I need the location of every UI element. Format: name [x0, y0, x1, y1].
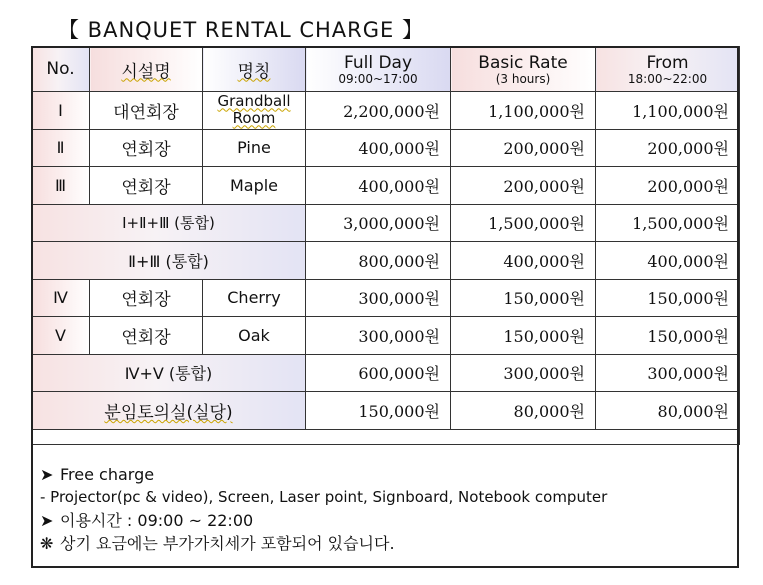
row-basic-rate: 300,000원: [451, 354, 596, 392]
row-combined-label: Ⅱ+Ⅲ (통합): [32, 242, 306, 280]
row-name: Grandball Room: [203, 92, 306, 130]
note-hours: [40, 509, 607, 532]
row-name: Maple: [203, 167, 306, 205]
row-from: 1,100,000원: [596, 92, 740, 130]
note-equipment: - Projector(pc & video), Screen, Laser point, Signboard, Notebook computer: [40, 488, 608, 506]
row-name: Pine: [203, 129, 306, 167]
row-facility: 대연회장: [90, 92, 203, 130]
row-no: Ⅰ: [32, 92, 90, 130]
row-basic-rate: 200,000원: [451, 129, 596, 167]
row-facility: 연회장: [90, 317, 203, 355]
note-free-charge: [40, 463, 607, 486]
row-full-day: 400,000원: [306, 129, 451, 167]
row-full-day: 300,000원: [306, 317, 451, 355]
row-from: 150,000원: [596, 279, 740, 317]
hours-text: 이용시간 : 09:00 ~ 22:00: [60, 511, 254, 530]
full-day-time: 09:00~17:00: [338, 72, 418, 86]
row-no: Ⅲ: [32, 167, 90, 205]
free-charge-text: Free charge: [60, 465, 155, 484]
row-full-day: 3,000,000원: [306, 204, 451, 242]
row-facility: 연회장: [90, 129, 203, 167]
row-full-day: 800,000원: [306, 242, 451, 280]
row-basic-rate: 200,000원: [451, 167, 596, 205]
row-basic-rate: 150,000원: [451, 317, 596, 355]
basic-rate-label: Basic Rate: [478, 53, 568, 73]
header-name: 명칭: [203, 47, 306, 92]
row-full-day: 2,200,000원: [306, 92, 451, 130]
row-combined-label: Ⅳ+Ⅴ (통합): [32, 354, 306, 392]
page-title: 【 BANQUET RENTAL CHARGE 】: [58, 18, 424, 42]
row-name: Oak: [203, 317, 306, 355]
row-basic-rate: 150,000원: [451, 279, 596, 317]
from-time: 18:00~22:00: [627, 72, 708, 86]
row-facility: 연회장: [90, 279, 203, 317]
row-no: Ⅴ: [32, 317, 90, 355]
row-combined-label: 분임토의실(실당): [32, 392, 306, 430]
row-basic-rate: 80,000원: [451, 392, 596, 430]
row-basic-rate: 1,100,000원: [451, 92, 596, 130]
row-from: 400,000원: [596, 242, 740, 280]
row-basic-rate: 1,500,000원: [451, 204, 596, 242]
arrow-icon: ➤: [40, 511, 54, 530]
row-no: Ⅱ: [32, 129, 90, 167]
row-no: Ⅳ: [32, 279, 90, 317]
row-combined-label: Ⅰ+Ⅱ+Ⅲ (통합): [32, 204, 306, 242]
row-full-day: 600,000원: [306, 354, 451, 392]
row-from: 1,500,000원: [596, 204, 740, 242]
arrow-icon: ➤: [40, 465, 54, 484]
row-from: 200,000원: [596, 167, 740, 205]
row-full-day: 400,000원: [306, 167, 451, 205]
row-from: 300,000원: [596, 354, 740, 392]
row-basic-rate: 400,000원: [451, 242, 596, 280]
header-facility: 시설명: [90, 47, 203, 92]
row-from: 80,000원: [596, 392, 740, 430]
basic-rate-time: (3 hours): [495, 72, 551, 86]
row-from: 200,000원: [596, 129, 740, 167]
header-no: No.: [32, 47, 90, 92]
notes-section: [40, 463, 607, 555]
row-name: Cherry: [203, 279, 306, 317]
asterisk-icon: ❋: [40, 534, 54, 553]
row-from: 150,000원: [596, 317, 740, 355]
vat-text: 상기 요금에는 부가가치세가 포함되어 있습니다.: [60, 534, 395, 553]
note-vat: [40, 532, 607, 555]
from-label: From: [646, 53, 689, 73]
row-full-day: 150,000원: [306, 392, 451, 430]
full-day-label: Full Day: [343, 53, 413, 73]
row-full-day: 300,000원: [306, 279, 451, 317]
row-facility: 연회장: [90, 167, 203, 205]
